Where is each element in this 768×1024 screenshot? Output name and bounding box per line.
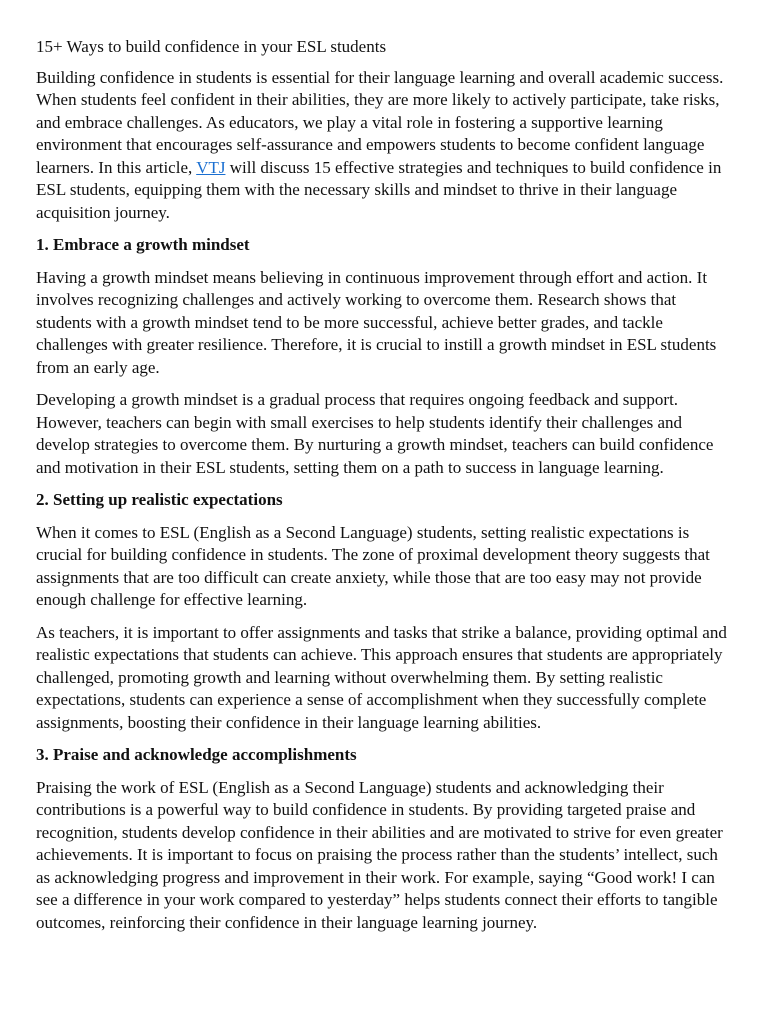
intro-text-before-link: Building confidence in students is essential for their language learning and overall academic success. When students feel confident in their abilities, they are more likely to actively participate, take risks, and embrace challenges. As educators, we play a vital role in fostering a supportive learning environment that encourages self-assurance and empowers students to become confident language learners. In this article, [36,67,724,177]
vtj-link[interactable]: VTJ [196,157,226,177]
section-paragraph: Developing a growth mindset is a gradual process that requires ongoing feedback and support. However, teachers can begin with small exercises to help students identify their challenges and develop strategies to overcome them. By nurturing a growth mindset, teachers can build confidence and motivation in their ESL students, setting them on a path to success in language learning. [36,390,714,477]
section-heading-praise-accomplishments: 3. Praise and acknowledge accomplishments [36,745,357,764]
section-heading-realistic-expectations: 2. Setting up realistic expectations [36,490,283,509]
section-paragraph: Praising the work of ESL (English as a Second Language) students and acknowledging their contributions is a powerful way to build confidence in students. By providing targeted praise and recognition, students develop confidence in their abilities and are motivated to strive for even greater achievements. It is important to focus on praising the process rather than the students’ intellect, such as acknowledging progress and improvement in their work. For example, saying “Good work! I can see a difference in your work compared to yesterday” helps students connect their efforts to tangible outcomes, reinforcing their confidence in their language learning journey. [36,777,723,932]
intro-paragraph [36,67,734,225]
section-heading-growth-mindset: 1. Embrace a growth mindset [36,235,250,254]
article-title: 15+ Ways to build confidence in your ESL students [36,37,387,56]
section-paragraph: As teachers, it is important to offer assignments and tasks that strike a balance, providing optimal and realistic expectations that students can achieve. This approach ensures that students are appropriately challenged, promoting growth and learning without overwhelming them. By setting realistic expectations, students can experience a sense of accomplishment when they successfully complete assignments, boosting their confidence in their language learning abilities. [36,622,727,732]
section-paragraph: Having a growth mindset means believing in continuous improvement through effort and action. It involves recognizing challenges and actively working to overcome them. Research shows that students with a growth mindset tend to be more successful, achieve better grades, and tackle challenges with greater resilience. Therefore, it is crucial to instill a growth mindset in ESL students from an early age. [36,267,717,377]
section-paragraph: When it comes to ESL (English as a Second Language) students, setting realistic expectations is crucial for building confidence in students. The zone of proximal development theory suggests that assignments that are too difficult can create anxiety, while those that are too easy may not provide enough challenge for effective learning. [36,522,710,609]
intro-text-after-link: will discuss 15 effective strategies and techniques to build confidence in ESL students, equipping them with the necessary skills and mindset to thrive in their language acquisition journey. [36,157,722,222]
